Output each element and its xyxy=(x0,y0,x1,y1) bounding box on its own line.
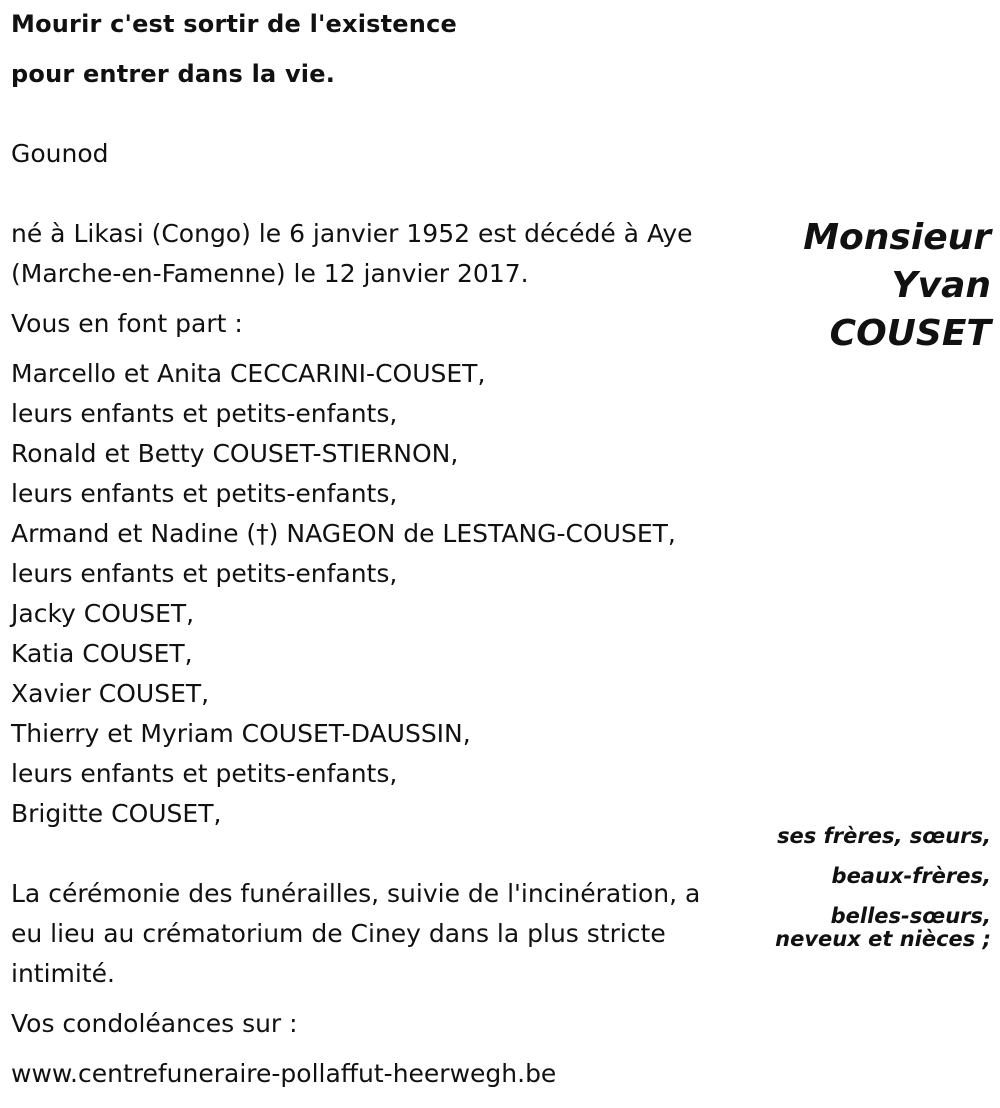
list-item: Armand et Nadine (†) NAGEON de LESTANG-COUSET, xyxy=(11,519,676,548)
list-item: leurs enfants et petits-enfants, xyxy=(11,479,398,508)
condolences-label: Vos condoléances sur : xyxy=(11,1009,298,1038)
deceased-last-name: COUSET xyxy=(829,313,991,354)
list-item: Marcello et Anita CECCARINI-COUSET, xyxy=(11,359,486,388)
ceremony-line-1: La cérémonie des funérailles, suivie de l'incinération, a xyxy=(11,879,701,908)
list-item: Ronald et Betty COUSET-STIERNON, xyxy=(11,439,459,468)
list-item: Jacky COUSET, xyxy=(11,599,195,628)
ceremony-line-2: eu lieu au crématorium de Ciney dans la plus stricte xyxy=(11,919,666,948)
role-line-1: ses frères, sœurs, xyxy=(777,824,991,848)
list-item: Katia COUSET, xyxy=(11,639,193,668)
birth-death-paragraph xyxy=(11,214,693,294)
quote-author: Gounod xyxy=(11,139,109,168)
quote-line-1: Mourir c'est sortir de l'existence xyxy=(11,10,457,38)
role-line-2: beaux-frères, xyxy=(831,864,991,888)
birth-death-line-2: (Marche-en-Famenne) le 12 janvier 2017. xyxy=(11,259,529,288)
list-item: leurs enfants et petits-enfants, xyxy=(11,399,398,428)
ceremony-line-3: intimité. xyxy=(11,959,115,988)
ceremony-paragraph xyxy=(11,874,700,994)
family-list xyxy=(11,354,676,834)
list-item: Brigitte COUSET, xyxy=(11,799,222,828)
announce-text: Vous en font part : xyxy=(11,309,243,338)
birth-death-line-1: né à Likasi (Congo) le 6 janvier 1952 est décédé à Aye xyxy=(11,219,693,248)
list-item: leurs enfants et petits-enfants, xyxy=(11,559,398,588)
deceased-first-name: Yvan xyxy=(891,265,991,306)
role-line-3: belles-sœurs, xyxy=(830,904,991,928)
role-line-4: neveux et nièces ; xyxy=(775,927,991,951)
list-item: leurs enfants et petits-enfants, xyxy=(11,759,398,788)
list-item: Xavier COUSET, xyxy=(11,679,210,708)
deceased-title: Monsieur xyxy=(803,217,991,258)
condolences-url: www.centrefuneraire-pollaffut-heerwegh.be xyxy=(11,1059,557,1088)
quote-line-2: pour entrer dans la vie. xyxy=(11,60,336,88)
deceased-name-block xyxy=(803,214,991,358)
list-item: Thierry et Myriam COUSET-DAUSSIN, xyxy=(11,719,471,748)
